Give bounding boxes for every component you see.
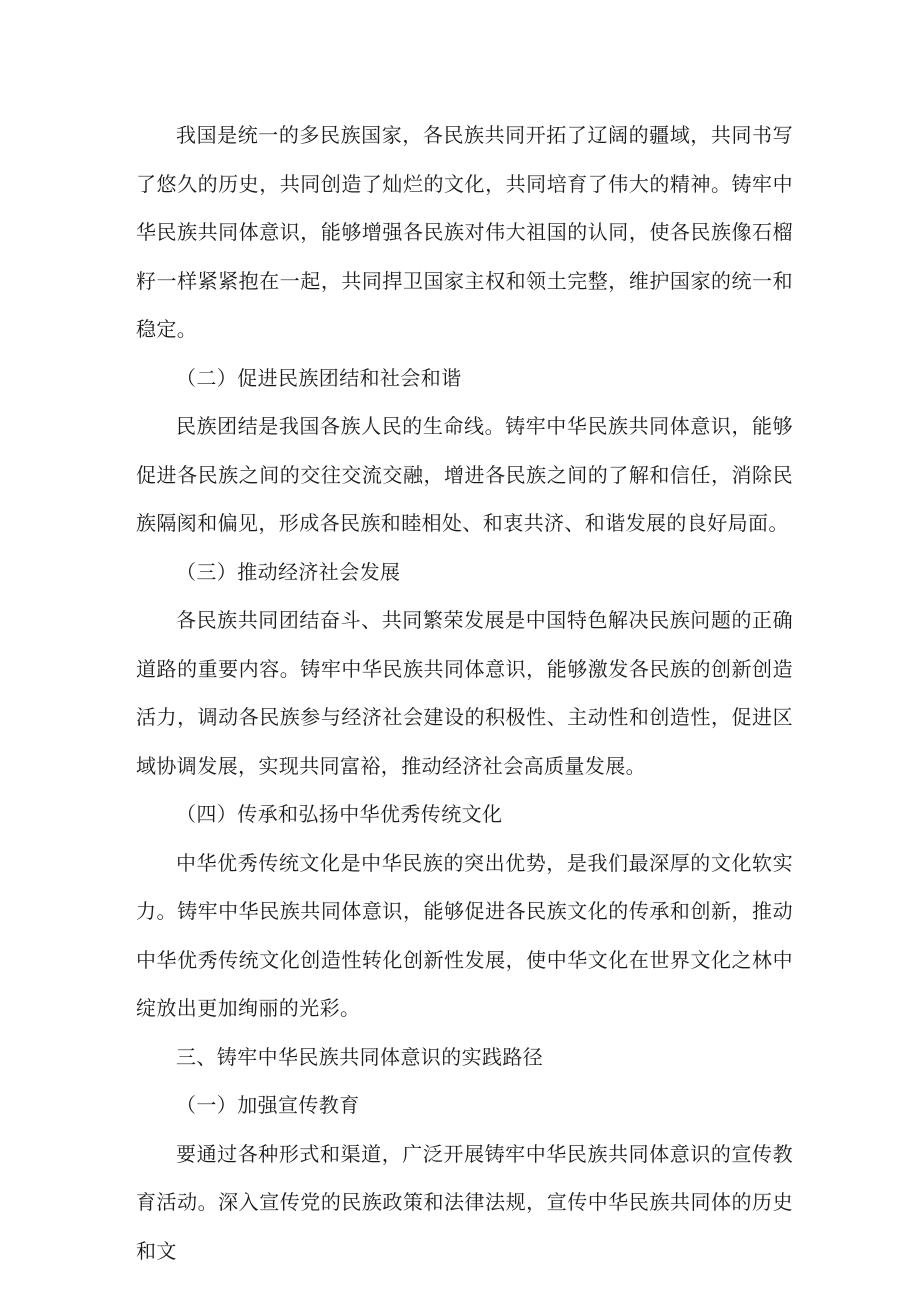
paragraph-economic-development: 各民族共同团结奋斗、共同繁荣发展是中国特色解决民族问题的正确道路的重要内容。铸牢中华民族共同体意识，能够激发各民族的创新创造活力，调动各民族参与经济社会建设的积极性、主动性和创造性，促进区域协调发展，实现共同富裕，推动经济社会高质量发展。 [136,608,793,778]
section-heading-economic-development: （三）推动经济社会发展 [176,559,401,584]
document-body [136,111,793,1275]
chapter-heading-practice-paths: 三、铸牢中华民族共同体意识的实践路径 [176,1044,544,1069]
section-heading-traditional-culture: （四）传承和弘扬中华优秀传统文化 [176,802,503,826]
section-heading-ethnic-unity: （二）促进民族团结和社会和谐 [176,365,462,390]
paragraph-publicity-education: 要通过各种形式和渠道，广泛开展铸牢中华民族共同体意识的宣传教育活动。深入宣传党的民族政策和法律法规，宣传中华民族共同体的历史和文 [136,1141,793,1263]
paragraph-national-unity: 我国是统一的多民族国家，各民族共同开拓了辽阔的疆域，共同书写了悠久的历史，共同创造了灿烂的文化，共同培育了伟大的精神。铸牢中华民族共同体意识，能够增强各民族对伟大祖国的认同，使各民族像石榴籽一样紧紧抱在一起，共同捍卫国家主权和领土完整，维护国家的统一和稳定。 [136,123,793,341]
section-heading-publicity-education: （一）加强宣传教育 [176,1093,360,1117]
paragraph-ethnic-unity: 民族团结是我国各族人民的生命线。铸牢中华民族共同体意识，能够促进各民族之间的交往交流交融，增进各民族之间的了解和信任，消除民族隔阂和偏见，形成各民族和睦相处、和衷共济、和谐发展的良好局面。 [136,414,793,535]
paragraph-traditional-culture: 中华优秀传统文化是中华民族的突出优势，是我们最深厚的文化软实力。铸牢中华民族共同体意识，能够促进各民族文化的传承和创新，推动中华优秀传统文化创造性转化创新性发展，使中华文化在世界文化之林中绽放出更加绚丽的光彩。 [136,850,793,1020]
